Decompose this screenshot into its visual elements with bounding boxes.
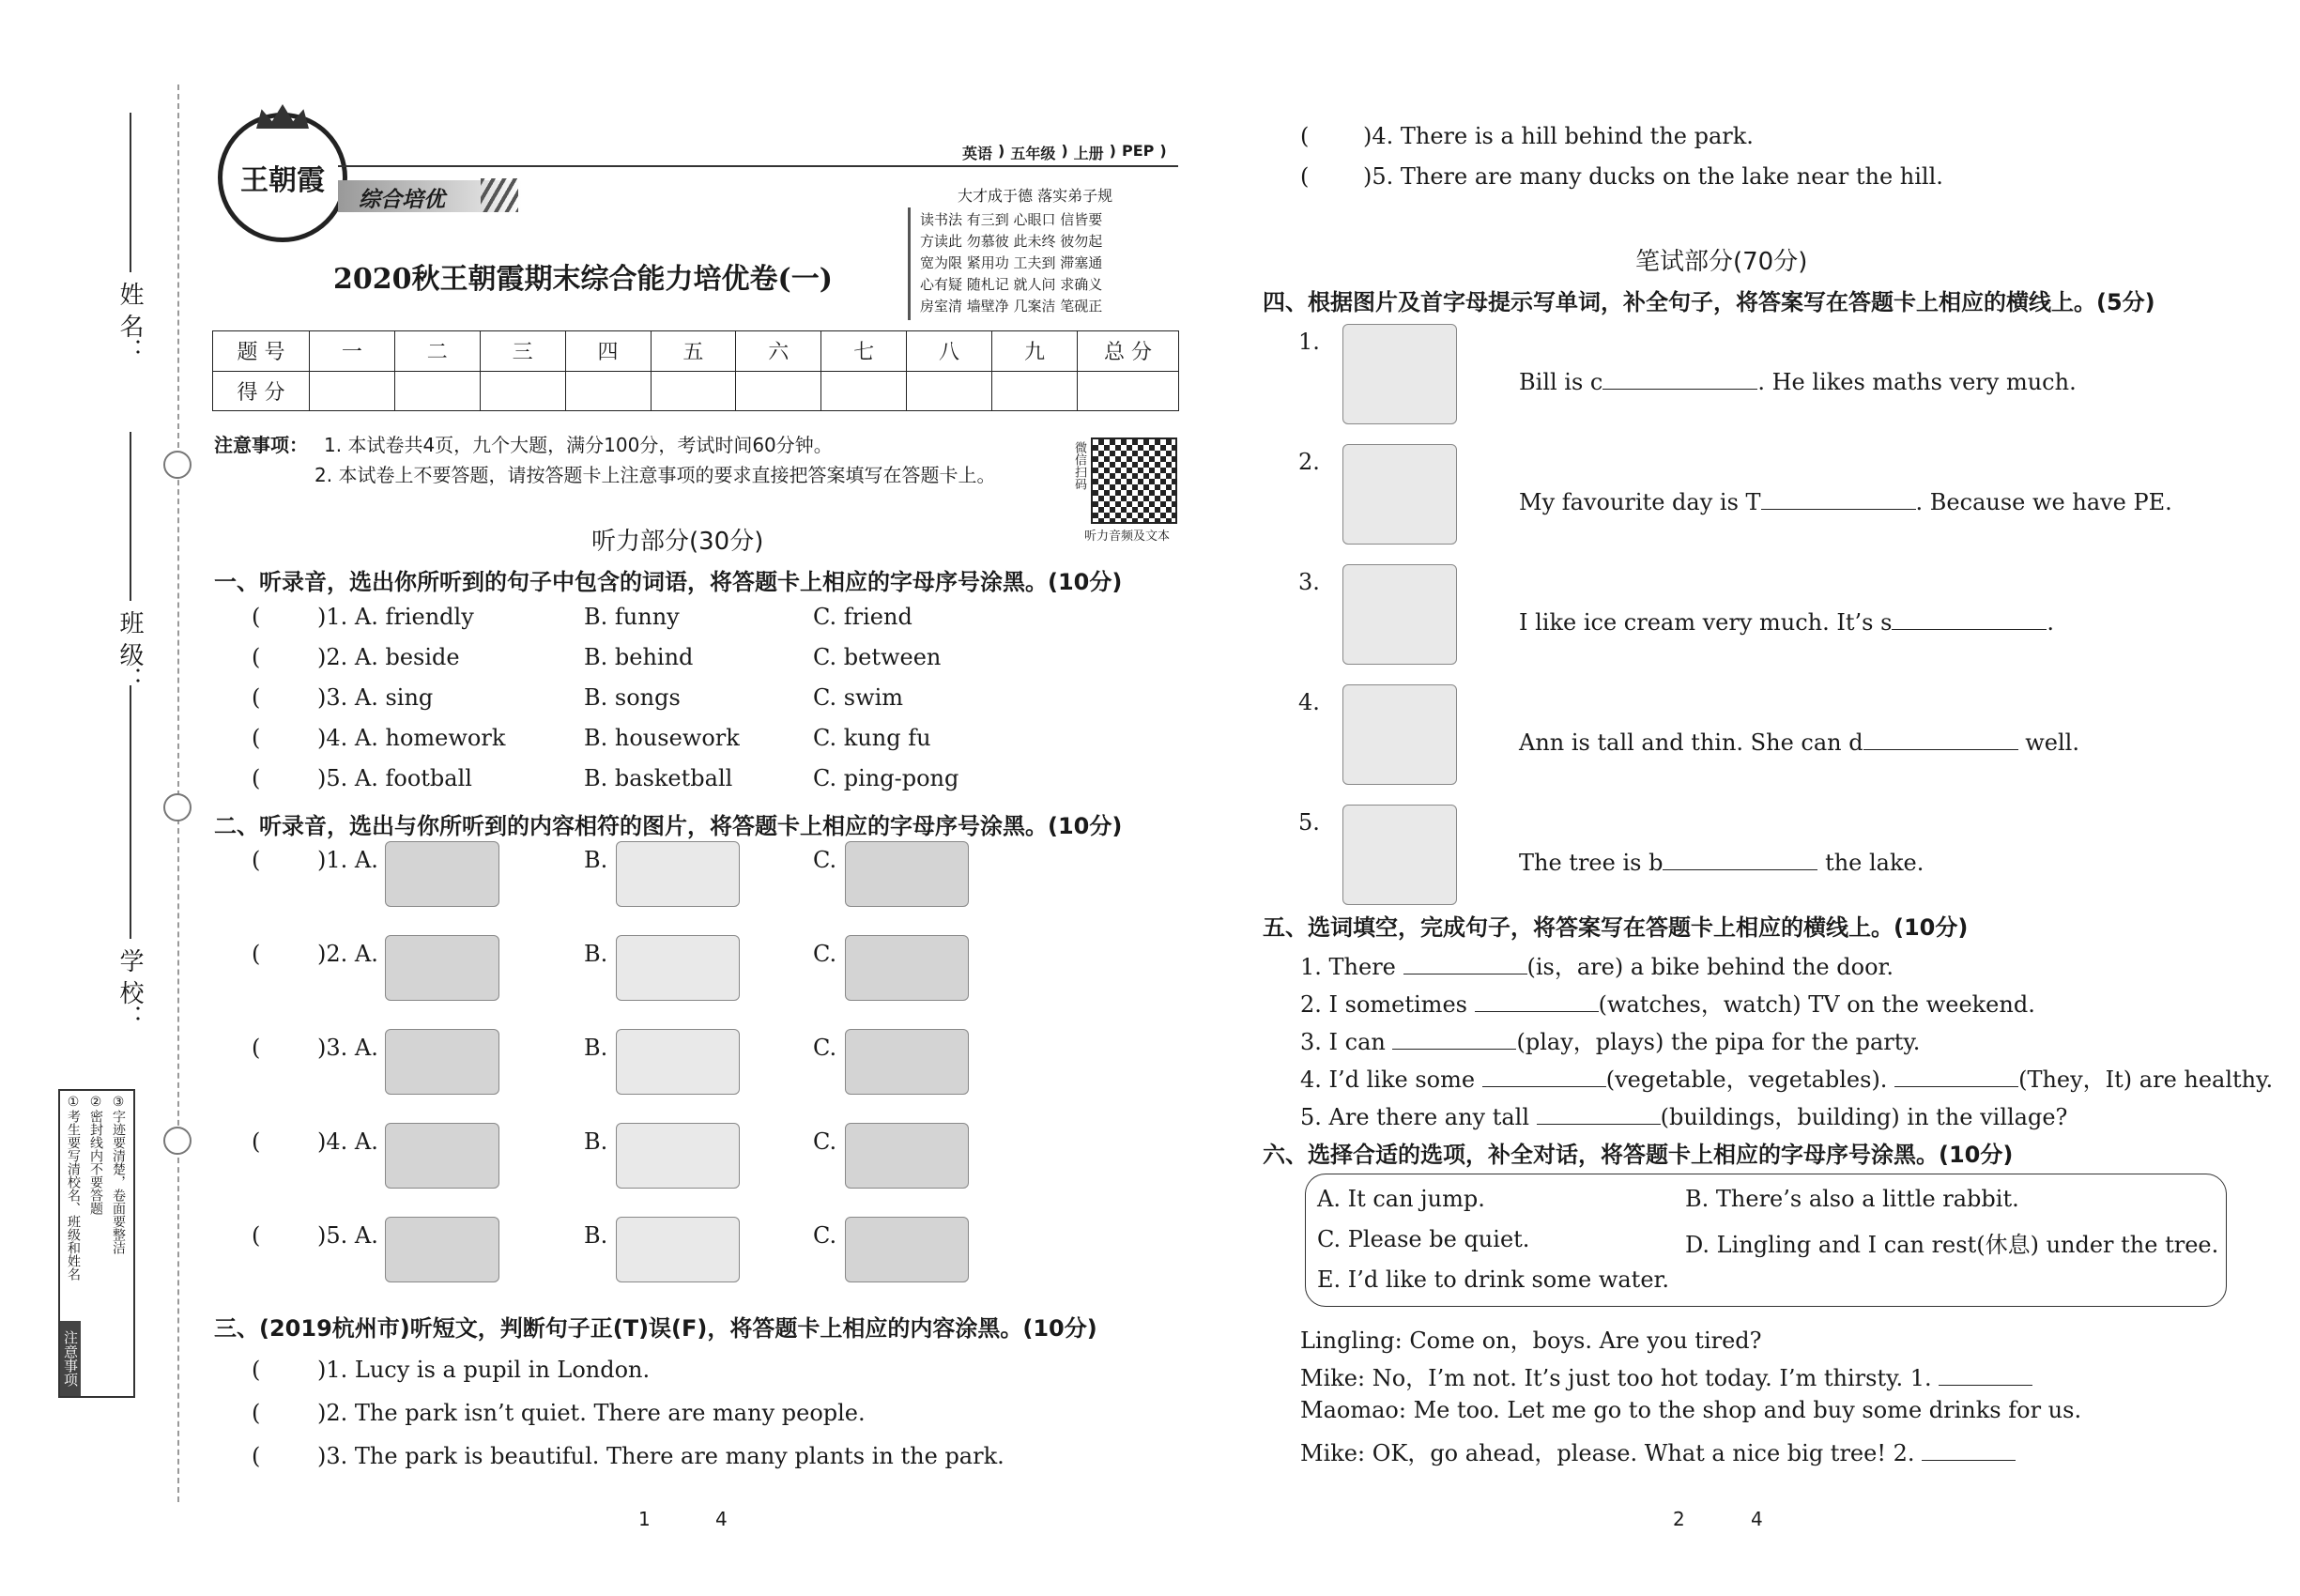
q5-sentence-end: (They，It) are healthy. xyxy=(2018,1067,2274,1093)
q4-sentence-end: well. xyxy=(2017,729,2079,756)
q2-option-b-label[interactable]: B. xyxy=(584,1222,608,1249)
qr-side-label: 微信扫码 xyxy=(1072,441,1086,490)
q5-sentence-end: (buildings，building) in the village? xyxy=(1660,1104,2068,1130)
left-page-total: 4 xyxy=(715,1508,728,1530)
q1-item-option-a[interactable]: )5. A. football xyxy=(317,765,472,791)
q4-picture xyxy=(1342,805,1457,905)
q2-option-b-label[interactable]: B. xyxy=(584,941,608,967)
q5-sentence-start: 5. Are there any tall xyxy=(1300,1104,1537,1130)
dialogue-blank-1[interactable] xyxy=(1939,1362,2032,1386)
q5-sentence xyxy=(1300,1061,2273,1094)
q5-sentence-end: (is，are) a bike behind the door. xyxy=(1526,954,1894,980)
q4-answer-blank[interactable] xyxy=(1663,847,1817,870)
exam-title: 2020秋王朝霞期末综合能力培优卷(一) xyxy=(333,263,833,296)
q4-sentence-start: Bill is c xyxy=(1519,369,1603,395)
score-cell-8: 八 xyxy=(907,331,992,372)
q2-picture-c[interactable] xyxy=(845,1217,969,1282)
score-cell-9: 九 xyxy=(992,331,1078,372)
q4-number: 1. xyxy=(1298,329,1320,355)
dialogue-line-2-text: Mike: No，I’m not. It’s just too hot today. I’m thirsty. 1. xyxy=(1300,1365,1932,1391)
q2-option-a-label[interactable]: )4. A. xyxy=(317,1128,378,1155)
right-page-number: 2 xyxy=(1673,1508,1685,1530)
binding-margin xyxy=(38,84,188,1502)
dialogue-line-1: Lingling: Come on，boys. Are you tired? xyxy=(1300,1327,1762,1354)
q2-picture-a[interactable] xyxy=(385,935,499,1001)
q1-item-option-c[interactable]: C. friend xyxy=(813,604,912,630)
score-input[interactable] xyxy=(992,371,1078,411)
q4-number: 2. xyxy=(1298,449,1320,475)
q2-option-a-label[interactable]: )5. A. xyxy=(317,1222,378,1249)
written-title: 笔试部分(70分) xyxy=(1635,248,1808,276)
q2-picture-a[interactable] xyxy=(385,1029,499,1095)
brand-logo xyxy=(218,113,347,242)
score-cell-label: 题 号 xyxy=(213,331,310,372)
q4-answer-blank[interactable] xyxy=(1761,486,1916,510)
q3-statement: )3. The park is beautiful. There are many plants in the park. xyxy=(317,1443,1004,1469)
score-table xyxy=(212,330,1179,411)
score-input[interactable] xyxy=(1078,371,1179,411)
q2-option-a-label[interactable]: )1. A. xyxy=(317,847,378,873)
q5-answer-blank[interactable] xyxy=(1537,1101,1661,1125)
crown-icon xyxy=(256,104,309,129)
q2-option-c-label[interactable]: C. xyxy=(813,1035,837,1061)
q5-answer-blank[interactable] xyxy=(1475,989,1599,1012)
q2-option-b-label[interactable]: B. xyxy=(584,847,608,873)
q4-answer-blank[interactable] xyxy=(1892,606,2047,630)
q4-sentence-end: . He likes maths very much. xyxy=(1757,369,2077,395)
dialogue-line-4-text: Mike: OK，go ahead，please. What a nice big tree! 2. xyxy=(1300,1440,1915,1466)
option-b: B. There’s also a little rabbit. xyxy=(1685,1186,2019,1212)
q5-answer-blank[interactable] xyxy=(1403,951,1527,974)
seal-mark-2 xyxy=(163,793,192,821)
binding-notice-item-3: ③字迹要清楚，卷面要整洁 xyxy=(111,1095,126,1254)
option-a: A. It can jump. xyxy=(1317,1186,1485,1212)
q2-option-c-label[interactable]: C. xyxy=(813,941,837,967)
dialogue-line-2 xyxy=(1300,1359,2032,1392)
q2-picture-b[interactable] xyxy=(616,1217,740,1282)
class-label: 班 级： xyxy=(115,610,144,692)
q3-statement: )2. The park isn’t quiet. There are many people. xyxy=(317,1400,866,1426)
q1-item-option-c[interactable]: C. swim xyxy=(813,684,904,711)
q1-item-option-a[interactable]: )2. A. beside xyxy=(317,644,460,670)
section-3-heading: 三、(2019杭州市)听短文，判断句子正(T)误(F)，将答题卡上相应的内容涂黑。(10分) xyxy=(214,1315,1097,1342)
q1-item-option-b[interactable]: B. basketball xyxy=(584,765,733,791)
score-input[interactable] xyxy=(821,371,907,411)
notes-line-1: 1. 本试卷共4页，九个大题，满分100分，考试时间60分钟。 xyxy=(324,434,833,456)
dialogue-line-3: Maomao: Me too. Let me go to the shop and buy some drinks for us. xyxy=(1300,1397,2082,1423)
q2-option-c-label[interactable]: C. xyxy=(813,1222,837,1249)
q2-picture-a[interactable] xyxy=(385,841,499,907)
q2-picture-c[interactable] xyxy=(845,1123,969,1189)
subject-tag-2: 五年级 xyxy=(1010,145,1056,162)
qr-caption: 听力音频及文本 xyxy=(1084,529,1171,544)
banner-label: 综合培优 xyxy=(359,188,445,212)
q5-sentence xyxy=(1300,986,2035,1019)
motto-line-5: 房室清 墙壁净 几案洁 笔砚正 xyxy=(920,298,1103,315)
q4-sentence xyxy=(1519,486,2172,515)
q4-sentence-start: I like ice cream very much. It’s s xyxy=(1519,609,1893,636)
score-table-score-row xyxy=(213,371,1179,411)
q5-sentence-middle: (vegetable，vegetables). xyxy=(1605,1067,1895,1093)
seal-mark-3 xyxy=(163,1127,192,1155)
binding-notice-item-2: ②密封线内不要答题 xyxy=(88,1095,103,1215)
name-label: 姓 名： xyxy=(115,282,144,363)
motto-line-4: 心有疑 随札记 就人问 求确义 xyxy=(920,276,1103,293)
motto-box xyxy=(908,207,1183,320)
section-1-heading: 一、听录音，选出你所听到的句子中包含的词语，将答题卡上相应的字母序号涂黑。(10分) xyxy=(214,569,1123,595)
q4-sentence-start: The tree is b xyxy=(1519,850,1664,876)
logo-text: 王朝霞 xyxy=(240,164,325,197)
q1-item-option-c[interactable]: C. kung fu xyxy=(813,725,931,751)
subject-tag-3: 上册 xyxy=(1073,145,1104,162)
q1-item-option-b[interactable]: B. songs xyxy=(584,684,681,711)
answer-paren[interactable]: ( xyxy=(252,725,261,751)
score-input[interactable] xyxy=(394,371,480,411)
motto-line-1: 读书法 有三到 心眼口 信皆要 xyxy=(920,211,1103,228)
score-cell-5: 五 xyxy=(651,331,736,372)
class-line[interactable] xyxy=(130,432,131,601)
notes-label: 注意事项： xyxy=(214,434,308,456)
q4-answer-blank[interactable] xyxy=(1863,727,2018,750)
q1-item-option-a[interactable]: )3. A. sing xyxy=(317,684,434,711)
q1-item-option-b[interactable]: B. behind xyxy=(584,644,694,670)
q5-sentence xyxy=(1300,948,1894,981)
score-input[interactable] xyxy=(565,371,651,411)
school-label: 学 校： xyxy=(115,948,144,1030)
q4-picture xyxy=(1342,684,1457,785)
q4-number: 4. xyxy=(1298,689,1320,715)
section-6-heading: 六、选择合适的选项，补全对话，将答题卡上相应的字母序号涂黑。(10分) xyxy=(1263,1142,2014,1168)
answer-paren[interactable]: ( xyxy=(1300,163,1310,190)
binding-notice-box xyxy=(58,1089,135,1398)
option-c: C. Please be quiet. xyxy=(1317,1226,1530,1252)
score-cell-6: 六 xyxy=(736,331,821,372)
score-cell-1: 一 xyxy=(310,331,395,372)
listening-title: 听力部分(30分) xyxy=(591,528,764,556)
q5-sentence-start: 1. There xyxy=(1300,954,1403,980)
answer-paren[interactable]: ( xyxy=(252,684,261,711)
q4-sentence-start: My favourite day is T xyxy=(1519,489,1761,515)
answer-paren[interactable]: ( xyxy=(252,847,261,873)
options-box xyxy=(1305,1174,2227,1307)
dialogue-blank-2[interactable] xyxy=(1922,1437,2016,1461)
q2-option-c-label[interactable]: C. xyxy=(813,1128,837,1155)
q4-sentence xyxy=(1519,727,2079,756)
dialogue-line-4 xyxy=(1300,1435,2016,1467)
q2-picture-b[interactable] xyxy=(616,935,740,1001)
q2-option-b-label[interactable]: B. xyxy=(584,1035,608,1061)
q3-statement: )4. There is a hill behind the park. xyxy=(1363,123,1754,149)
q2-picture-c[interactable] xyxy=(845,841,969,907)
q2-picture-a[interactable] xyxy=(385,1217,499,1282)
q2-option-b-label[interactable]: B. xyxy=(584,1128,608,1155)
q5-answer-blank[interactable] xyxy=(1392,1026,1516,1050)
q4-answer-blank[interactable] xyxy=(1602,366,1757,390)
option-e: E. I’d like to drink some water. xyxy=(1317,1266,1669,1293)
q1-item-option-b[interactable]: B. funny xyxy=(584,604,680,630)
q2-option-a-label[interactable]: )2. A. xyxy=(317,941,378,967)
subject-tag-1: 英语 xyxy=(962,145,993,162)
q2-picture-c[interactable] xyxy=(845,935,969,1001)
q2-picture-b[interactable] xyxy=(616,1029,740,1095)
section-4-heading: 四、根据图片及首字母提示写单词，补全句子，将答案写在答题卡上相应的横线上。(5分) xyxy=(1263,289,2155,315)
q2-picture-b[interactable] xyxy=(616,841,740,907)
answer-paren[interactable]: ( xyxy=(252,941,261,967)
q5-answer-blank[interactable] xyxy=(1894,1064,2018,1087)
q1-item-option-b[interactable]: B. housework xyxy=(584,725,740,751)
right-page-total: 4 xyxy=(1751,1508,1763,1530)
binding-notice-item-1: ①考生要写清校名、班级和姓名 xyxy=(66,1095,81,1281)
motto-title: 大才成于德 落实弟子规 xyxy=(958,187,1113,205)
answer-paren[interactable]: ( xyxy=(1300,123,1310,149)
q5-sentence xyxy=(1300,1023,1920,1056)
q1-item-option-c[interactable]: C. ping-pong xyxy=(813,765,959,791)
section-5-heading: 五、选词填空，完成句子，将答案写在答题卡上相应的横线上。(10分) xyxy=(1263,914,1969,941)
school-line[interactable] xyxy=(130,685,131,939)
subject-tags: 英语 ) 五年级 ) 上册 ) PEP ) xyxy=(962,142,1167,162)
q4-sentence xyxy=(1519,847,1924,876)
answer-paren[interactable]: ( xyxy=(252,1400,261,1426)
q1-item-option-a[interactable]: )1. A. friendly xyxy=(317,604,474,630)
banner-stripes xyxy=(481,178,518,212)
score-cell-total: 总 分 xyxy=(1078,331,1179,372)
score-cell-7: 七 xyxy=(821,331,907,372)
q2-picture-c[interactable] xyxy=(845,1029,969,1095)
binding-notice-label: 注意事项 xyxy=(60,1321,81,1396)
q4-sentence xyxy=(1519,606,2054,636)
q4-number: 5. xyxy=(1298,809,1320,836)
q2-option-c-label[interactable]: C. xyxy=(813,847,837,873)
q3-statement: )1. Lucy is a pupil in London. xyxy=(317,1357,651,1383)
q4-sentence-start: Ann is tall and thin. She can d xyxy=(1519,729,1863,756)
score-input[interactable] xyxy=(480,371,565,411)
q4-picture xyxy=(1342,564,1457,665)
score-input[interactable] xyxy=(736,371,821,411)
q4-sentence xyxy=(1519,366,2077,395)
q5-sentence xyxy=(1300,1098,2067,1131)
notes-line-2: 2. 本试卷上不要答题，请按答题卡上注意事项的要求直接把答案填写在答题卡上。 xyxy=(314,464,996,486)
score-cell-4: 四 xyxy=(565,331,651,372)
section-2-heading: 二、听录音，选出与你所听到的内容相符的图片，将答题卡上相应的字母序号涂黑。(10分) xyxy=(214,813,1123,839)
score-row-label: 得 分 xyxy=(213,371,310,411)
motto-line-2: 方读此 勿慕彼 此未终 彼勿起 xyxy=(920,233,1103,250)
score-input[interactable] xyxy=(310,371,395,411)
left-page-number: 1 xyxy=(638,1508,651,1530)
answer-paren[interactable]: ( xyxy=(252,1443,261,1469)
answer-paren[interactable]: ( xyxy=(252,644,261,670)
answer-paren[interactable]: ( xyxy=(252,604,261,630)
q4-number: 3. xyxy=(1298,569,1320,595)
q4-sentence-end: . Because we have PE. xyxy=(1915,489,2172,515)
q5-sentence-start: 3. I can xyxy=(1300,1029,1393,1055)
q4-sentence-end: . xyxy=(2047,609,2055,636)
name-line[interactable] xyxy=(130,113,131,272)
seal-mark-1 xyxy=(163,451,192,479)
score-table-header-row xyxy=(213,331,1179,372)
score-input[interactable] xyxy=(651,371,736,411)
header-rule xyxy=(338,165,1178,167)
q5-sentence-start: 4. I’d like some xyxy=(1300,1067,1482,1093)
q5-sentence-end: (watches，watch) TV on the weekend. xyxy=(1598,991,2035,1018)
answer-paren[interactable]: ( xyxy=(252,1035,261,1061)
answer-paren[interactable]: ( xyxy=(252,1222,261,1249)
answer-paren[interactable]: ( xyxy=(252,765,261,791)
q1-item-option-c[interactable]: C. between xyxy=(813,644,942,670)
q4-picture xyxy=(1342,444,1457,545)
q4-picture xyxy=(1342,324,1457,424)
q5-answer-blank[interactable] xyxy=(1482,1064,1606,1087)
q3-statement: )5. There are many ducks on the lake near the hill. xyxy=(1363,163,1943,190)
q5-sentence-end: (play，plays) the pipa for the party. xyxy=(1516,1029,1921,1055)
score-input[interactable] xyxy=(907,371,992,411)
answer-paren[interactable]: ( xyxy=(252,1128,261,1155)
score-cell-3: 三 xyxy=(480,331,565,372)
q2-picture-a[interactable] xyxy=(385,1123,499,1189)
subject-tag-4: PEP xyxy=(1121,142,1155,160)
q4-sentence-end: the lake. xyxy=(1817,850,1924,876)
q2-picture-b[interactable] xyxy=(616,1123,740,1189)
q2-option-a-label[interactable]: )3. A. xyxy=(317,1035,378,1061)
q1-item-option-a[interactable]: )4. A. homework xyxy=(317,725,506,751)
q5-sentence-start: 2. I sometimes xyxy=(1300,991,1475,1018)
score-cell-2: 二 xyxy=(394,331,480,372)
option-d: D. Lingling and I can rest(休息) under the tree. xyxy=(1685,1232,2219,1258)
qr-code-icon[interactable] xyxy=(1091,437,1177,524)
motto-line-3: 宽为限 紧用功 工夫到 滞塞通 xyxy=(920,254,1103,271)
answer-paren[interactable]: ( xyxy=(252,1357,261,1383)
